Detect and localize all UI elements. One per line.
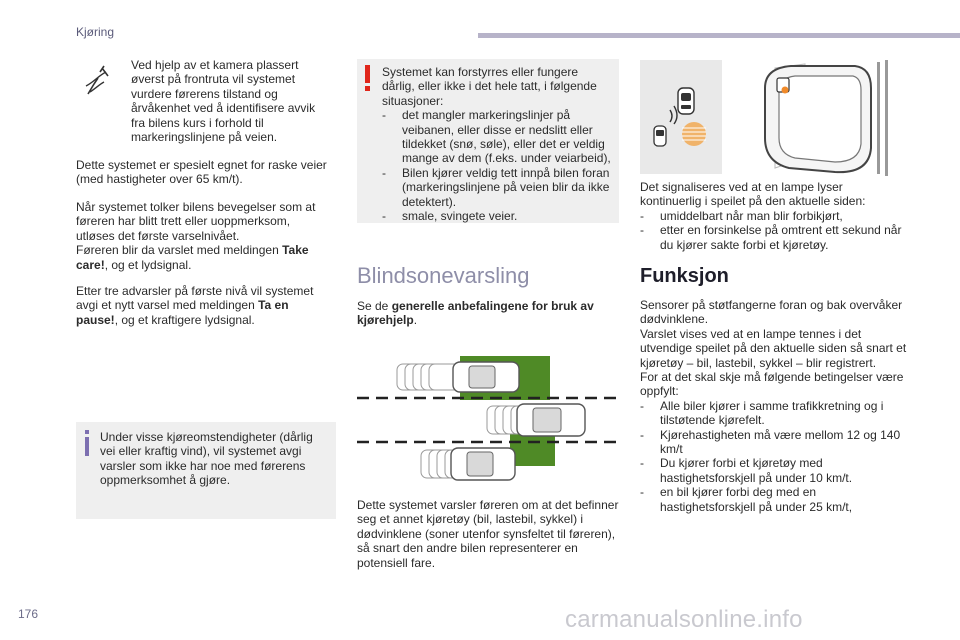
- info-note-text: Under visse kjøreomstendigheter (dårlig vei eller kraftig vind), vil systemet avgi varsler som ikke har noe med førerens oppmerksomhet å gjøre.: [100, 430, 313, 488]
- warning-intro: Systemet kan forstyrres eller fungere dårlig, eller ikke i det hele tatt, i følgende situasjoner:: [382, 65, 597, 108]
- signal-text: [640, 180, 902, 252]
- system-description: Dette systemet varsler føreren om at det befinner seg et annet kjøretøy (bil, lastebil, sykkel) i dødvinklene (soner utenfor synsfeltet til føreren), så snart den andre bilen representerer en potensiell fare.: [357, 498, 619, 570]
- three-warnings-text: Etter tre advarsler på første nivå vil systemet avgi et nytt varsel med meldingen Ta en pause!, og et kraftigere lydsignal.: [76, 284, 314, 327]
- fatigue-alert: Føreren blir da varslet med meldingen Take care!, og et lydsignal.: [76, 243, 309, 272]
- warning-note-content: [382, 65, 614, 223]
- blind-spot-sensor-icon: [640, 60, 722, 174]
- warning-exclamation-icon: [365, 65, 371, 91]
- warning-item: - det mangler markeringslinjer på veibanen, eller disse er nedslitt eller tildekket (snø, søle), eller det er veldig mange av dem (f.eks. under veiarbeid),: [382, 108, 614, 166]
- condition-item: - en bil kjører forbi deg med en hastighetsforskjell på under 25 km/t,: [640, 485, 910, 514]
- warning-note: [357, 59, 619, 223]
- watermark: carmanualsonline.info: [565, 606, 803, 633]
- signal-item: - etter en forsinkelse på omtrent ett sekund når du kjører sakte forbi et kjøretøy.: [640, 223, 902, 252]
- warning-lamp-text: Varslet vises ved at en lampe tennes i det utvendige speilet på den aktuelle siden så snart et kjøretøy – bil, lastebil, sykkel – blir registrert.: [640, 326, 907, 370]
- condition-item: - Alle biler kjører i samme trafikkretning og i tilstøtende kjørefelt.: [640, 399, 910, 428]
- camera-intro-text: Ved hjelp av et kamera plassert øverst på frontruta vil systemet vurdere førerens tilstand og årvåkenhet ved å identifisere avvik fra bilens kurs i forhold til markeringslinjene på veien.: [131, 58, 316, 145]
- fatigue-text: [76, 200, 328, 272]
- info-bar-icon: [85, 430, 89, 456]
- condition-item: - Du kjører forbi et kjøretøy med hastighetsforskjell på under 10 km/t.: [640, 456, 910, 485]
- section-label: Kjøring: [76, 25, 115, 39]
- warning-item: - smale, svingete veier.: [382, 209, 614, 223]
- page-number: 176: [18, 607, 39, 621]
- take-care-message: Take care!: [76, 243, 309, 272]
- speed-text: Dette systemet er spesielt egnet for raske veier (med hastigheter over 65 km/t).: [76, 158, 327, 187]
- see-recommendations: Se de generelle anbefalingene for bruk av kjørehjelp.: [357, 299, 594, 328]
- conditions-intro: For at det skal skje må følgende betingelser være oppfylt:: [640, 370, 904, 399]
- function-text: [640, 298, 910, 514]
- info-note: [76, 422, 336, 519]
- signal-intro: Det signaliseres ved at en lampe lyser kontinuerlig i speilet på den aktuelle siden:: [640, 180, 866, 209]
- fatigue-behavior: Når systemet tolker bilens bevegelser som at føreren har blitt trett eller uoppmerksom, utløses det første varselnivået.: [76, 200, 316, 243]
- mirror-warning-icon: [735, 58, 895, 178]
- function-title: Funksjon: [640, 265, 729, 287]
- blind-spot-title: Blindsonevarsling: [357, 263, 530, 288]
- condition-item: - Kjørehastigheten må være mellom 12 og 140 km/t: [640, 428, 910, 457]
- blind-spot-diagram: [357, 350, 619, 490]
- lane-departure-icon: [80, 62, 114, 96]
- header-bar: [478, 33, 960, 38]
- sensors-text: Sensorer på støtfangerne foran og bak overvåker dødvinklene.: [640, 298, 903, 327]
- pause-message: Ta en pause!: [76, 298, 289, 327]
- recommendations-link[interactable]: generelle anbefalingene for bruk av kjørehjelp: [357, 299, 594, 328]
- signal-item: - umiddelbart når man blir forbikjørt,: [640, 209, 902, 223]
- warning-item: - Bilen kjører veldig tett innpå bilen foran (markeringslinjene på veien blir da ikke detektert).: [382, 166, 614, 209]
